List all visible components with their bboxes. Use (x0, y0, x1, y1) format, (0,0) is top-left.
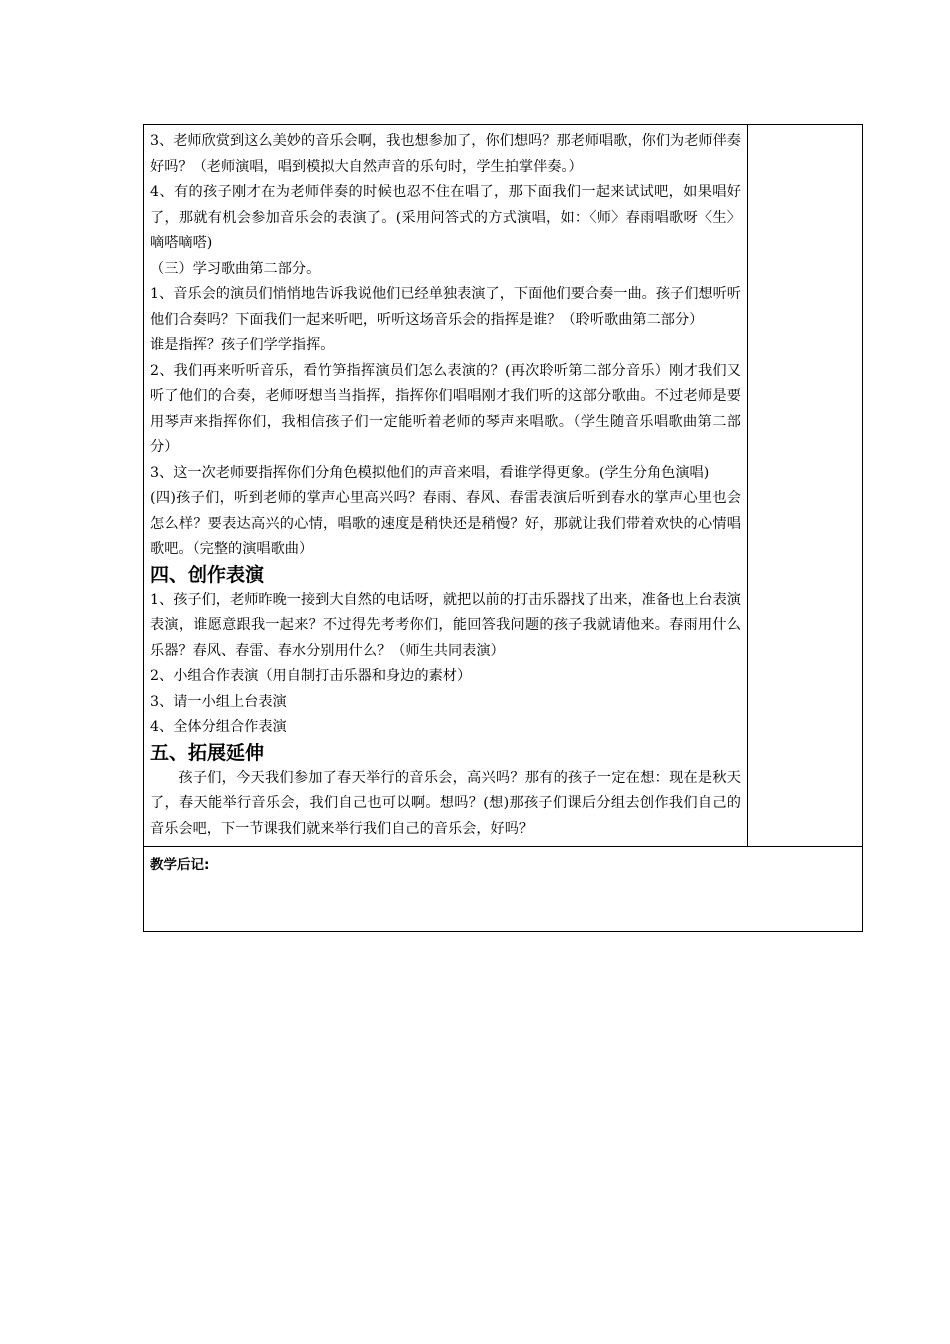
paragraph: 4、全体分组合作表演 (150, 719, 287, 735)
lesson-content-cell (144, 125, 748, 847)
paragraph: 1、音乐会的演员们悄悄地告诉我说他们已经单独表演了，下面他们要合奏一曲。孩子们想听听他们合奏吗？下面我们一起来听吧，听听这场音乐会的指挥是谁？（聆听歌曲第二部分） (150, 286, 741, 328)
paragraph: 1、孩子们，老师昨晚一接到大自然的电话呀，就把以前的打击乐器找了出来，准备也上台表演表演，谁愿意跟我一起来？不过得先考考你们，能回答我问题的孩子我就请他来。春雨用什么乐器？春风、春雷、春水分别用什么？（师生共同表演） (150, 591, 741, 659)
paragraph: 孩子们，今天我们参加了春天举行的音乐会，高兴吗？那有的孩子一定在想：现在是秋天了，春天能举行音乐会，我们自己也可以啊。想吗？(想)那孩子们课后分组去创作我们自己的音乐会吧，下一节课我们就来举行我们自己的音乐会，好吗？ (150, 769, 741, 837)
content-row (144, 125, 863, 847)
paragraph: 2、小组合作表演（用自制打击乐器和身边的素材） (150, 668, 472, 684)
paragraph: 3、请一小组上台表演 (150, 693, 287, 710)
paragraph: 谁是指挥？孩子们学学指挥。 (150, 337, 335, 353)
section-heading: 四、创作表演 (150, 563, 265, 586)
lesson-content (144, 125, 747, 846)
paragraph: 3、老师欣赏到这么美妙的音乐会啊，我也想参加了，你们想吗？那老师唱歌，你们为老师伴奏好吗？（老师演唱，唱到模拟大自然声音的乐句时，学生拍掌伴奏。） (150, 133, 741, 175)
paragraph: 2、我们再来听听音乐，看竹笋指挥演员们怎么表演的？(再次聆听第二部分音乐）刚才我们又听了他们的合奏，老师呀想当当指挥，指挥你们唱唱刚才我们听的这部分歌曲。不过老师是要用琴声来指挥你们，我相信孩子们一定能听着老师的琴声来唱歌。（学生随音乐唱歌曲第二部分） (150, 362, 741, 455)
teaching-notes-label: 教学后记: (150, 857, 210, 873)
side-notes-cell (748, 125, 863, 847)
paragraph: 3、这一次老师要指挥你们分角色模拟他们的声音来唱，看谁学得更象。(学生分角色演唱) (150, 464, 710, 481)
teaching-notes-cell (144, 847, 863, 932)
lesson-plan-table (143, 124, 863, 932)
paragraph: (四)孩子们，听到老师的掌声心里高兴吗？春雨、春风、春雷表演后听到春水的掌声心里也会怎么样？要表达高兴的心情，唱歌的速度是稍快还是稍慢？好，那就让我们带着欢快的心情唱歌吧。（完整的演唱歌曲） (150, 490, 741, 557)
section-heading: 五、拓展延伸 (150, 741, 265, 764)
paragraph: 4、有的孩子刚才在为老师伴奏的时候也忍不住在唱了，那下面我们一起来试试吧，如果唱好了，那就有机会参加音乐会的表演了。(采用问答式的方式演唱，如：〈师〉春雨唱歌呀〈生〉嘀嗒嘀嗒) (150, 184, 741, 251)
section-subheading: （三）学习歌曲第二部分。 (150, 260, 321, 277)
notes-row (144, 847, 863, 932)
